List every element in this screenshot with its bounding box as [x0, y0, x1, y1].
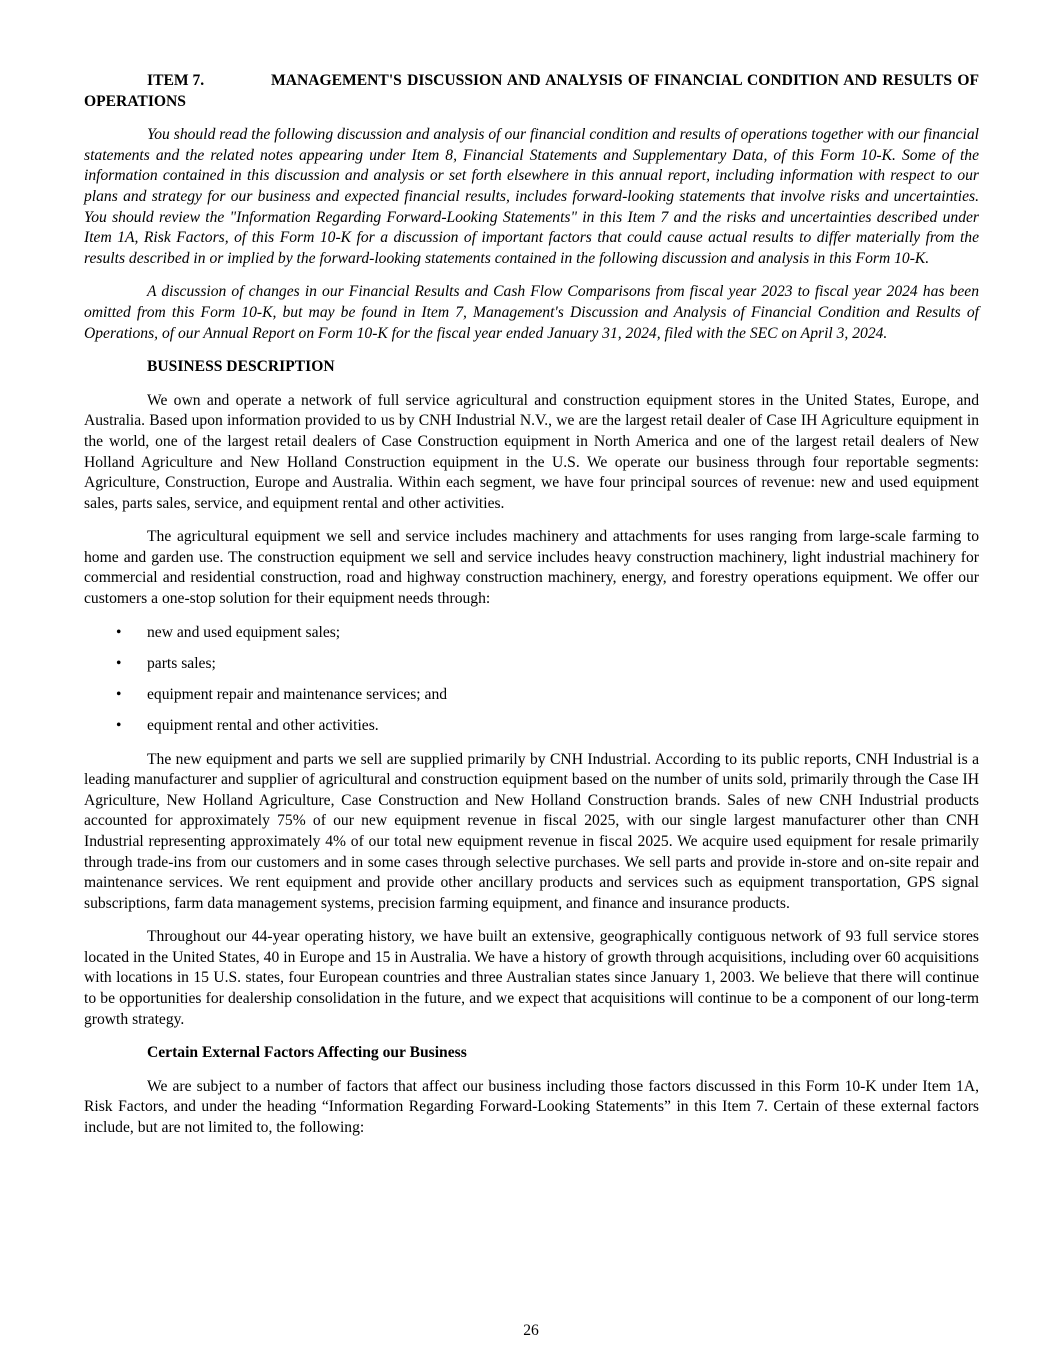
list-item: [84, 685, 979, 706]
business-paragraph-overview: We own and operate a network of full service agricultural and construction equipment stores in the United States, Europe, and Australia. Based upon information provided to us by CNH Industrial N.V., we are the largest retail dealer of Case IH Agriculture equipment in the world, one of the largest retail dealers of Case Construction equipment in North America and one of the largest retail dealers of New Holland Agriculture and New Holland Construction equipment in the U.S. We operate our business through four reportable segments: Agriculture, Construction, Europe and Australia. Within each segment, we have four principal sources of revenue: new and used equipment sales, parts sales, service, and equipment rental and other activities.: [84, 391, 979, 512]
business-paragraph-suppliers: The new equipment and parts we sell are supplied primarily by CNH Industrial. According to its public reports, CNH Industrial is a leading manufacturer and supplier of agricultural and construction equipment based on the number of units sold, primarily through the Case IH Agriculture, New Holland Agriculture, Case Construction and New Holland Construction brands. Sales of new CNH Industrial products accounted for approximately 75% of our new equipment revenue in fiscal 2025, with our single largest manufacturer other than CNH Industrial representing approximately 4% of our total new equipment revenue in fiscal 2025. We acquire used equipment for resale primarily through trade-ins from our customers and in some cases through selective purchases. We sell parts and provide in-store and on-site repair and maintenance services. We rent equipment and provide other ancillary products and services such as equipment transportation, GPS signal subscriptions, farm data management systems, precision farming equipment, and finance and insurance products.: [84, 750, 979, 912]
item-title: MANAGEMENT'S DISCUSSION AND ANALYSIS OF FINANCIAL CONDITION AND RESULTS OF OPERATIONS: [84, 72, 979, 110]
bullet-icon: •: [116, 654, 122, 672]
business-paragraph-history: Throughout our 44-year operating history, we have built an extensive, geographically contiguous network of 93 full service stores located in the United States, 40 in Europe and 15 in Australia. We have a history of growth through acquisitions, including over 60 acquisitions with locations in 15 U.S. states, four European countries and three Australian states since January 1, 2003. We believe that there will continue to be opportunities for dealership consolidation in the future, and we expect that acquisitions will continue to be a component of our long-term growth strategy.: [84, 928, 979, 1028]
list-item-text: equipment repair and maintenance services; and: [147, 685, 448, 703]
page-number: 26: [523, 1322, 539, 1339]
list-item: [84, 654, 979, 675]
external-factors-heading: Certain External Factors Affecting our Business: [147, 1044, 467, 1062]
intro-paragraph-omitted-comparisons: A discussion of changes in our Financial Results and Cash Flow Comparisons from fiscal year 2023 to fiscal year 2024 has been omitted from this Form 10-K, but may be found in Item 7, Management's Discussion and Analysis of Financial Condition and Results of Operations, of our Annual Report on Form 10-K for the fiscal year ended January 31, 2024, filed with the SEC on April 3, 2024.: [84, 283, 979, 342]
business-paragraph-equipment: The agricultural equipment we sell and service includes machinery and attachments for uses ranging from large-scale farming to home and garden use. The construction equipment we sell and service includes heavy construction machinery, light industrial machinery for commercial and residential construction, road and highway construction machinery, energy, and forestry operations equipment. We offer our customers a one-stop solution for their equipment needs through:: [84, 528, 979, 608]
list-item-text: new and used equipment sales;: [147, 623, 341, 641]
list-item-text: parts sales;: [147, 654, 216, 672]
list-item: [84, 623, 979, 644]
external-factors-paragraph: We are subject to a number of factors that affect our business including those factors discussed in this Form 10-K under Item 1A, Risk Factors, and under the heading “Information Regarding Forward-Looking Statements” in this Item 7. Certain of these external factors include, but are not limited to, the following:: [84, 1077, 979, 1137]
bullet-icon: •: [116, 685, 122, 703]
item-heading: [84, 71, 979, 112]
list-item: [84, 716, 979, 737]
business-description-heading: BUSINESS DESCRIPTION: [147, 358, 335, 376]
bullet-icon: •: [116, 623, 122, 641]
list-item-text: equipment rental and other activities.: [147, 716, 379, 734]
intro-paragraph-forward-looking: You should read the following discussion and analysis of our financial condition and results of operations together with our financial statements and the related notes appearing under Item 8, Financial Statements and Supplementary Data, of this Form 10-K. Some of the information contained in this discussion and analysis or set forth elsewhere in this annual report, including information with respect to our plans and strategy for our business and expected financial results, includes forward-looking statements that involve risks and uncertainties. You should review the "Information Regarding Forward-Looking Statements" in this Item 7 and the risks and uncertainties described under Item 1A, Risk Factors, of this Form 10-K for a discussion of important factors that could cause actual results to differ materially from the results described in or implied by the forward-looking statements contained in the following discussion and analysis in this Form 10-K.: [84, 126, 979, 267]
document-page: [84, 71, 979, 1152]
revenue-sources-list: [84, 623, 979, 737]
item-number: ITEM 7.: [147, 72, 205, 89]
bullet-icon: •: [116, 716, 122, 734]
